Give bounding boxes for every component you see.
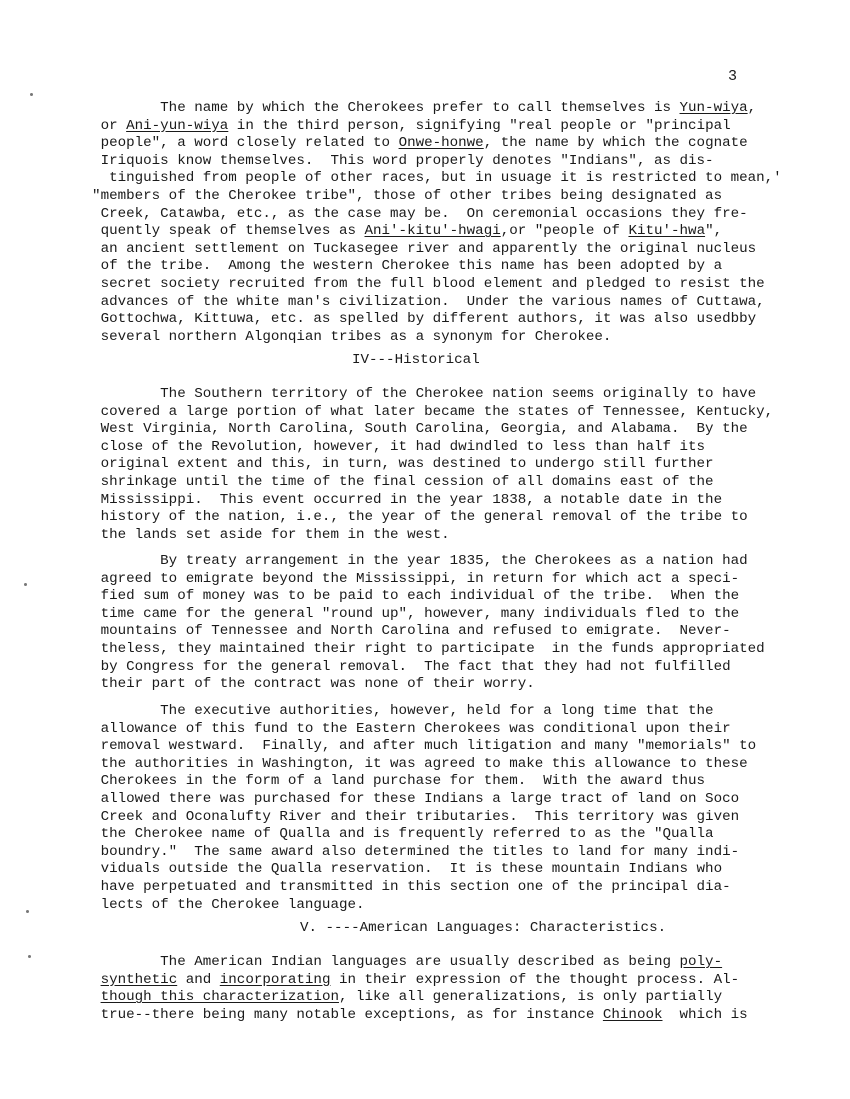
text-run: ", — [705, 223, 723, 240]
text-run — [58, 972, 101, 988]
text-run: ,or "people of — [500, 223, 629, 240]
text-run: Mississippi. This event occurred in the year 1838, a notable date in the — [58, 491, 723, 508]
text-line — [58, 809, 738, 827]
text-run: an ancient settlement on Tuckasegee river and apparently the original nucleus — [58, 240, 757, 257]
underlined-term: synthetic — [100, 971, 178, 988]
text-run: Creek, Catawba, etc., as the case may be. On ceremonial occasions they fre- — [58, 205, 748, 222]
text-run: covered a large portion of what later became the states of Tennessee, Kentucky, — [58, 403, 774, 420]
text-line — [58, 421, 748, 439]
text-run: agreed to emigrate beyond the Mississippi, in return for which act a speci- — [58, 570, 740, 587]
text-line — [58, 135, 748, 153]
text-run: people", a word closely related to — [58, 135, 399, 152]
text-run: allowance of this fund to the Eastern Cherokees was conditional upon their — [58, 720, 731, 737]
text-run: secret society recruited from the full blood element and pledged to resist the — [58, 275, 765, 292]
text-run: lects of the Cherokee language. — [58, 896, 365, 913]
page-number: 3 — [728, 68, 738, 85]
text-line — [58, 100, 757, 118]
text-run: Cherokees in the form of a land purchase for them. With the award thus — [58, 773, 706, 790]
text-line — [58, 676, 738, 694]
underlined-term: Onwe-honwe — [398, 135, 484, 152]
text-run: The executive authorities, however, held for a long time that the — [58, 703, 714, 719]
text-run: their part of the contract was none of their worry. — [58, 676, 535, 693]
text-run: have perpetuated and transmitted in this section one of the principal dia- — [58, 878, 731, 895]
text-run: and — [177, 971, 220, 988]
text-run: , like all generalizations, is only partially — [338, 989, 723, 1006]
text-line — [58, 492, 738, 510]
section-heading-languages: V. ----American Languages: Characteristics. — [300, 920, 667, 936]
text-line — [58, 773, 738, 791]
text-line — [58, 553, 748, 571]
text-line — [58, 826, 738, 844]
underlined-term: poly- — [679, 954, 723, 970]
text-run: original extent and this, in turn, was destined to undergo still further — [58, 456, 714, 473]
section-heading-historical: IV---Historical — [352, 352, 480, 368]
text-line — [58, 844, 738, 862]
text-line — [58, 721, 738, 739]
text-line — [58, 439, 738, 457]
paragraph-executive-authorities — [58, 703, 757, 914]
text-line — [58, 509, 748, 527]
underlined-term: incorporating — [219, 971, 331, 988]
text-run: fied sum of money was to be paid to each individual of the tribe. When the — [58, 588, 740, 605]
text-line — [58, 623, 738, 641]
text-line — [58, 738, 757, 756]
text-run: West Virginia, North Carolina, South Carolina, Georgia, and Alabama. By the — [58, 421, 748, 438]
text-run: shrinkage until the time of the final cession of all domains east of the — [58, 473, 714, 490]
margin-mark — [30, 93, 33, 96]
text-run: or — [58, 117, 127, 134]
paragraph-territory — [58, 386, 774, 544]
paragraph-cherokee-name — [58, 100, 782, 346]
text-run: the authorities in Washington, it was agreed to make this allowance to these — [58, 755, 748, 772]
text-run: viduals outside the Qualla reservation. It is these mountain Indians who — [58, 861, 723, 878]
text-run: several northern Algonqian tribes as a synonym for Cherokee. — [58, 328, 612, 345]
text-line — [58, 258, 738, 276]
text-line — [58, 329, 738, 347]
text-run: the Cherokee name of Qualla and is frequently referred to as the "Qualla — [58, 826, 714, 843]
text-line — [58, 588, 738, 606]
text-line — [58, 118, 738, 136]
text-line — [58, 293, 765, 312]
text-run: "members of the Cherokee tribe", those of other tribes being designated as — [58, 187, 723, 204]
text-run: Iriquois know themselves. This word properly denotes "Indians", as dis- — [58, 152, 714, 169]
text-line — [58, 386, 757, 404]
text-run: Creek and Oconalufty River and their tributaries. This territory was given — [58, 808, 740, 825]
text-run: removal westward. Finally, and after much litigation and many "memorials" to — [58, 738, 757, 755]
text-line — [58, 972, 738, 990]
underlined-term: Yun-wiya — [679, 100, 748, 116]
text-line — [58, 188, 738, 206]
text-line — [58, 205, 748, 224]
text-run: mountains of Tennessee and North Carolina and refused to emigrate. Never- — [58, 623, 731, 640]
text-run: which is — [662, 1006, 748, 1023]
underlined-term: Chinook — [602, 1006, 663, 1023]
text-run: tinguished from people of other races, but in usuage it is restricted to mean,' — [58, 170, 782, 187]
text-line — [58, 897, 738, 915]
text-line — [58, 223, 738, 241]
text-run: The Southern territory of the Cherokee nation seems originally to have — [58, 386, 757, 402]
underlined-term: though this characterization — [100, 989, 339, 1006]
text-line — [58, 640, 765, 659]
text-run: theless, they maintained their right to participate in the funds appropriated — [58, 640, 765, 657]
text-line — [58, 571, 738, 589]
text-run: allowed there was purchased for these Indians a large tract of land on Soco — [58, 790, 740, 807]
text-line — [58, 703, 738, 721]
text-run: Gottochwa, Kittuwa, etc. as spelled by different authors, it was also usedbby — [58, 311, 757, 328]
margin-mark — [24, 583, 27, 586]
text-run: in their expression of the thought process. Al- — [330, 971, 740, 988]
text-line — [58, 989, 738, 1007]
text-run: , the name by which the cognate — [483, 135, 748, 152]
text-run: the lands set aside for them in the west. — [58, 526, 450, 543]
underlined-term: Ani-yun-wiya — [126, 117, 229, 134]
text-run: true--there being many notable exceptions, as for instance — [58, 1006, 603, 1023]
text-run: quently speak of themselves as — [58, 223, 365, 240]
text-line — [58, 403, 774, 422]
text-line — [58, 456, 738, 474]
text-line — [58, 879, 738, 897]
text-line — [58, 240, 757, 259]
text-run: in the third person, signifying "real people or "principal — [228, 117, 731, 134]
text-line — [58, 474, 738, 492]
text-run: by Congress for the general removal. The fact that they had not fulfilled — [58, 658, 731, 675]
paragraph-american-languages — [58, 954, 748, 1024]
text-run: history of the nation, i.e., the year of the general removal of the tribe to — [58, 509, 748, 526]
margin-mark — [28, 955, 31, 958]
text-line — [58, 861, 738, 879]
text-run: time came for the general "round up", however, many individuals fled to the — [58, 605, 740, 622]
text-run: The name by which the Cherokees prefer to call themselves is — [58, 100, 680, 116]
text-line — [58, 527, 738, 545]
text-run: The American Indian languages are usually described as being — [58, 954, 680, 970]
margin-mark — [26, 910, 29, 913]
underlined-term: Kitu'-hwa — [628, 223, 706, 240]
text-run: of the tribe. Among the western Cherokee this name has been adopted by a — [58, 258, 723, 275]
text-line — [58, 659, 738, 677]
text-line — [58, 275, 765, 294]
underlined-term: Ani'-kitu'-hwagi — [364, 223, 501, 240]
text-line — [58, 1006, 748, 1025]
paragraph-treaty — [58, 553, 765, 694]
text-run — [58, 989, 101, 1005]
text-run: advances of the white man's civilization. Under the various names of Cuttawa, — [58, 293, 765, 310]
text-run: , — [747, 100, 757, 116]
text-line — [58, 791, 738, 809]
text-run: By treaty arrangement in the year 1835, the Cherokees as a nation had — [58, 553, 748, 569]
text-line — [58, 755, 748, 774]
text-run: close of the Revolution, however, it had dwindled to less than half its — [58, 438, 706, 455]
text-line — [58, 954, 738, 972]
text-line — [58, 606, 738, 624]
text-line — [58, 311, 757, 329]
text-line — [58, 153, 738, 171]
text-line — [58, 170, 782, 188]
text-run: boundry." The same award also determined the titles to land for many indi- — [58, 843, 740, 860]
